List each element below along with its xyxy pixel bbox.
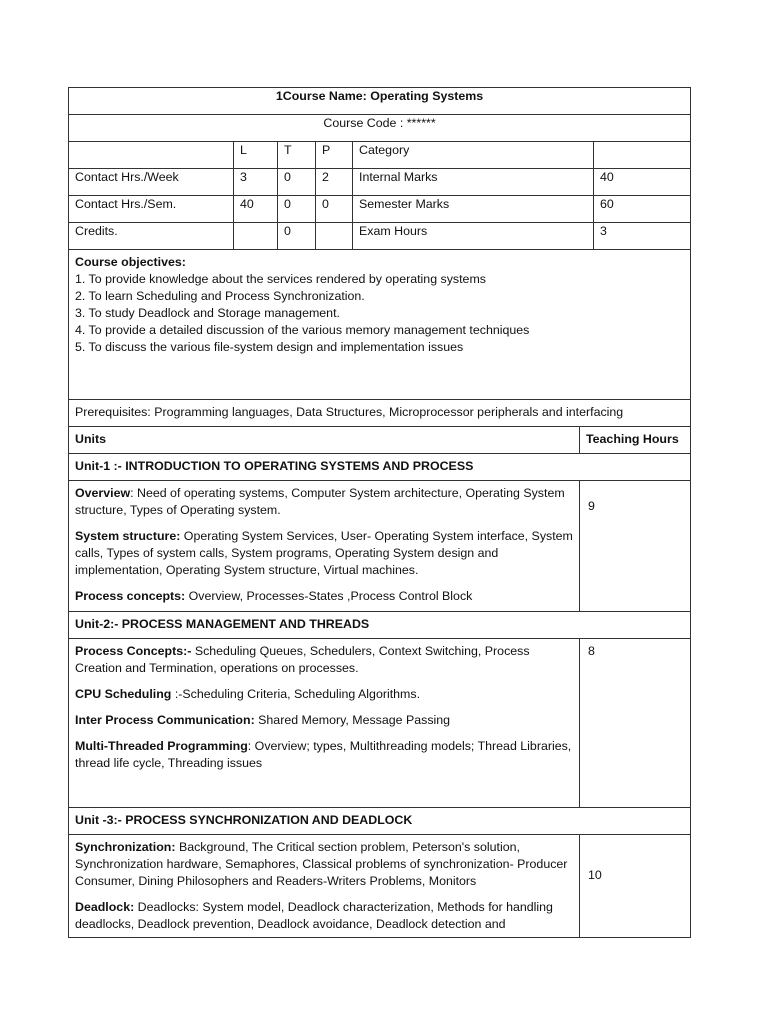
unit-paragraph: Inter Process Communication: Shared Memory, Message Passing xyxy=(75,713,451,727)
unit-title: Unit-2:- PROCESS MANAGEMENT AND THREADS xyxy=(69,612,691,639)
credits-header-row xyxy=(69,142,691,169)
unit-paragraph: Synchronization: Background, The Critical section problem, Peterson's solution, Synchronization hardware, Semaphores, Classical problems of synchronization- Producer Consumer, Dining Philosophers and Readers-Writers Problems, Monitors xyxy=(75,840,568,888)
credits-row: Credits. 0 Exam Hours 3 xyxy=(69,223,691,250)
unit-paragraph: System structure: Operating System Services, User- Operating System interface, System calls, Types of system calls, System programs, Operating System design and implementation, Operating System structure, Virtual machines. xyxy=(75,529,573,577)
units-column-header: Units xyxy=(69,427,580,454)
unit-paragraph: Process concepts: Overview, Processes-States ,Process Control Block xyxy=(75,589,473,603)
unit-paragraph: Multi-Threaded Programming: Overview; types, Multithreading models; Thread Libraries, thread life cycle, Threading issues xyxy=(75,739,572,770)
header-l: L xyxy=(234,142,278,169)
objective-item: 1. To provide knowledge about the services rendered by operating systems xyxy=(75,272,486,286)
objective-item: 3. To study Deadlock and Storage management. xyxy=(75,306,340,320)
teaching-hours-header: Teaching Hours xyxy=(580,427,691,454)
credits-row: Contact Hrs./Week 3 0 2 Internal Marks 40 xyxy=(69,169,691,196)
unit-paragraph: Process Concepts:- Scheduling Queues, Schedulers, Context Switching, Process Creation and Termination, operations on processes. xyxy=(75,644,530,675)
header-t: T xyxy=(278,142,316,169)
unit-paragraph: CPU Scheduling :-Scheduling Criteria, Scheduling Algorithms. xyxy=(75,687,421,701)
objective-item: 2. To learn Scheduling and Process Synchronization. xyxy=(75,289,365,303)
objective-item: 4. To provide a detailed discussion of the various memory management techniques xyxy=(75,323,530,337)
header-p: P xyxy=(316,142,353,169)
unit-paragraph: Overview: Need of operating systems, Computer System architecture, Operating System structure, Types of Operating system. xyxy=(75,486,565,517)
unit-paragraph: Deadlock: Deadlocks: System model, Deadlock characterization, Methods for handling deadlocks, Deadlock prevention, Deadlock avoidance, Deadlock detection and xyxy=(75,900,553,931)
course-title: 1Course Name: Operating Systems xyxy=(69,88,691,115)
course-document xyxy=(68,87,690,938)
header-category: Category xyxy=(353,142,594,169)
unit-hours: 9 xyxy=(580,481,691,612)
unit-content xyxy=(69,639,580,808)
course-info-table xyxy=(68,87,691,250)
objectives-heading: Course objectives: xyxy=(75,255,186,269)
prerequisites: Prerequisites: Programming languages, Data Structures, Microprocessor peripherals and interfacing xyxy=(69,400,691,427)
syllabus-table xyxy=(68,249,691,938)
unit-content xyxy=(69,835,580,938)
credits-row: Contact Hrs./Sem. 40 0 0 Semester Marks 60 xyxy=(69,196,691,223)
course-objectives xyxy=(69,250,691,400)
unit-hours: 8 xyxy=(580,639,691,808)
unit-content xyxy=(69,481,580,612)
unit-title: Unit-1 :- INTRODUCTION TO OPERATING SYSTEMS AND PROCESS xyxy=(69,454,691,481)
course-code: Course Code : ****** xyxy=(69,115,691,142)
objective-item: 5. To discuss the various file-system design and implementation issues xyxy=(75,340,464,354)
unit-hours: 10 xyxy=(580,835,691,938)
unit-title: Unit -3:- PROCESS SYNCHRONIZATION AND DEADLOCK xyxy=(69,808,691,835)
